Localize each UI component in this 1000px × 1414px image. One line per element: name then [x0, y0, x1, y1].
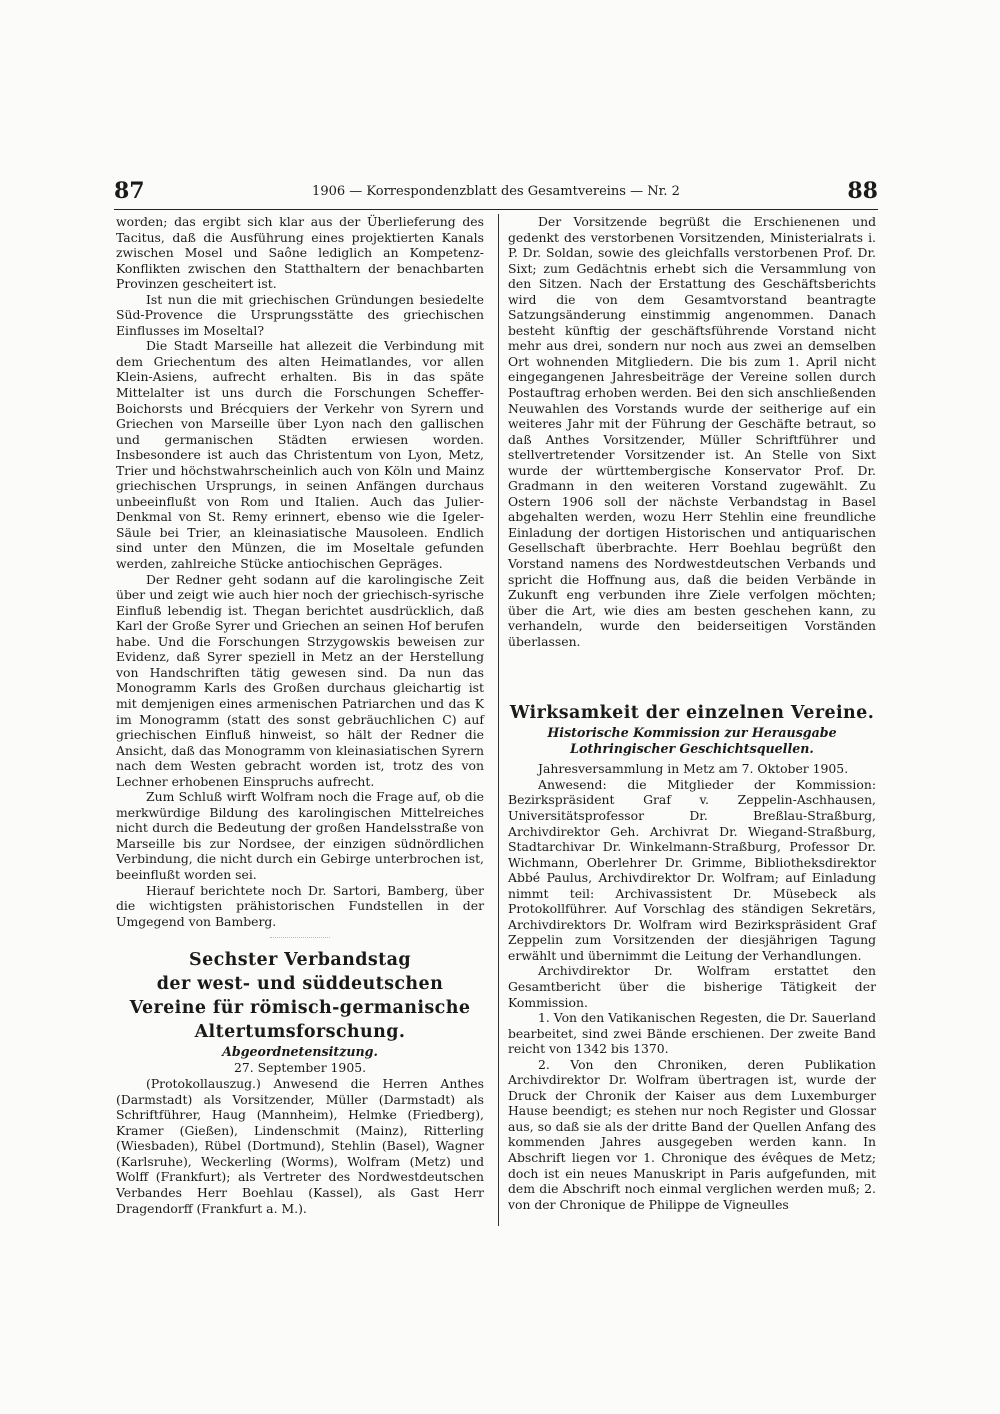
- paragraph: Die Stadt Marseille hat allezeit die Verbindung mit dem Griechentum des alten Heimatlandes, vor allen Klein-Asiens, aufrecht erhalten. Bis in das späte Mittelalter ist uns durch die Forschungen Scheffer-Boichorsts und Brécquiers der Verkehr von Syrern und Griechen von Marseille über Lyon nach den gallischen und germanischen Städten erwiesen worden. Insbesondere ist auch das Christentum von Lyon, Metz, Trier und höchstwahrscheinlich auch von Köln und Mainz griechischen Ursprungs, in seinen Anfängen durchaus unbeeinflußt von Rom und Italien. Auch das Julier-Denkmal von St. Remy erinnert, ebenso wie die Igeler-Säule bei Trier, an kleinasiatische Mausoleen. Endlich sind unter den Münzen, die im Moseltale gefunden werden, zahlreiche Stücke antiochischen Gepräges.: [116, 338, 484, 572]
- left-column: [116, 214, 484, 1216]
- page-number-right: 88: [847, 178, 878, 204]
- paragraph: Hierauf berichtete noch Dr. Sartori, Bamberg, über die wichtigsten prähistorischen Fundstellen in der Umgegend von Bamberg.: [116, 882, 484, 929]
- section-subheading: Historische Kommission zur Herausgabe Lothringischer Geschichtsquellen.: [547, 725, 837, 757]
- paragraph: Der Vorsitzende begrüßt die Erschienenen und gedenkt des verstorbenen Vorsitzenden, Ministerialrats i. P. Dr. Soldan, sowie des gleichfalls verstorbenen Prof. Dr. Sixt; zum Gedächtnis erhebt sich die Versammlung von den Sitzen. Nach der Erstattung des Geschäftsberichts wird die von dem Gesamtvorstand beantragte Satzungsänderung einstimmig angenommen. Danach besteht künftig der geschäftsführende Vorstand nicht mehr aus drei, sondern nur noch aus zwei an demselben Ort wohnenden Mitgliedern. Die bis zum 1. April nicht eingegangenen Jahresbeiträge der Vereine sollen durch Postauftrag erhoben werden. Bei den sich anschließenden Neuwahlen des Vorstands wurde der seitherige auf ein weiteres Jahr mit der Führung der Geschäfte betraut, so daß Anthes Vorsitzender, Müller Schriftführer und stellvertretender Vorsitzender ist. An Stelle von Sixt wurde der württembergische Konservator Prof. Dr. Gradmann in den weiteren Vorstand zugewählt. Zu Ostern 1906 soll der nächste Verbandstag in Basel abgehalten werden, wozu Herr Stehlin eine freundliche Einladung der dortigen Historischen und antiquarischen Gesellschaft überbrachte. Herr Boehlau begrüßt den Vorstand namens des Nordwestdeutschen Verbands und spricht die Hoffnung aus, daß die beiden Verbände in Zukunft eng verbunden ihre Ziele verfolgen möchten; über die Art, wie dies am besten geschehen kann, zu verhandeln, wurde den beiderseitigen Vorständen überlassen.: [508, 214, 876, 649]
- paragraph: Jahresversammlung in Metz am 7. Oktober 1905.: [538, 761, 849, 777]
- paragraph: Der Redner geht sodann auf die karolingische Zeit über und zeigt wie auch hier noch der griechisch-syrische Einfluß lebendig ist. Thegan berichtet ausdrücklich, daß Karl der Große Syrer und Griechen an seinen Hof berufen habe. Und die Forschungen Strzygowskis beweisen zur Evidenz, daß Syrer speziell in Metz an der Herstellung von Handschriften tätig gewesen sind. Da nun das Monogramm Karls des Großen durchaus gleichartig ist mit demjenigen eines armenischen Patriarchen und das K im Monogramm (statt des sonst gebräuchlichen C) auf griechischen Einfluß hinweist, so hält der Redner die Ansicht, daß das Monogramm von kleinasiatischen Syrern nach dem Westen gebracht worden ist, trotz des von Lechner erhobenen Einspruchs aufrecht.: [116, 571, 484, 789]
- paragraph: Ist nun die mit griechischen Gründungen besiedelte Süd-Provence die Ursprungsstätte des griechischen Einflusses im Moseltal?: [116, 291, 484, 338]
- header-rule: [114, 209, 878, 210]
- section-heading-continued: der west- und süddeutschen Vereine für römisch-germanische Altertumsforschung.: [129, 974, 471, 1043]
- paragraph: 1. Von den Vatikanischen Regesten, die Dr. Sauerland bearbeitet, sind zwei Bände erschienen. Der zweite Band reicht von 1342 bis 1370.: [508, 1010, 877, 1057]
- section-spacer: [508, 649, 876, 701]
- paragraph: 2. Von den Chroniken, deren Publikation Archivdirektor Dr. Wolfram übertragen ist, wurde der Druck der Chronik der Kaiser aus dem Luxemburger Hause beendigt; es stehen nur noch Register und Glossar aus, so daß sie als der dritte Band der Quellen Anfang des kommenden Jahres ausgegeben werden kann. In Abschrift liegen vor 1. Chronique des évêques de Metz; doch ist ein neues Manuskript in Paris aufgefunden, mit dem die Abschrift noch einmal verglichen werden muß; 2. von der Chronique de Philippe de Vigneulles: [508, 1056, 876, 1212]
- paragraph: Archivdirektor Dr. Wolfram erstattet den Gesamtbericht über die bisherige Tätigkeit der Kommission.: [508, 963, 876, 1010]
- section-heading: Wirksamkeit der einzelnen Vereine.: [509, 703, 875, 724]
- page-number-left: 87: [114, 178, 145, 204]
- section-separator: [270, 937, 330, 938]
- paragraph: (Protokollauszug.) Anwesend die Herren Anthes (Darmstadt) als Vorsitzender, Müller (Darmstadt) als Schriftführer, Haug (Mannheim), Helmke (Friedberg), Kramer (Gießen), Lindenschmit (Mainz), Ritterling (Wiesbaden), Rübel (Dortmund), Stehlin (Basel), Wagner (Karlsruhe), Weckerling (Worms), Wolfram (Metz) und Wolff (Frankfurt); als Vertreter des Nordwestdeutschen Verbandes Herr Boehlau (Kassel), als Gast Herr Dragendorff (Frankfurt a. M.).: [116, 1076, 484, 1216]
- column-divider: [498, 214, 499, 1226]
- page-header: [114, 178, 878, 208]
- section-subheading: Abgeordnetensitzung.: [222, 1044, 378, 1060]
- paragraph: worden; das ergibt sich klar aus der Überlieferung des Tacitus, daß die Ausführung eines projektierten Kanals zwischen Mosel und Saône lediglich an Kompetenz-Konflikten zwischen den Statthaltern der benachbarten Provinzen gescheitert ist.: [116, 214, 484, 292]
- paragraph: Anwesend: die Mitglieder der Kommission: Bezirkspräsident Graf v. Zeppelin-Aschhausen, Universitätsprofessor Dr. Breßlau-Straßburg, Archivdirektor Geh. Archivrat Dr. Wiegand-Straßburg, Stadtarchivar Dr. Winkelmann-Straßburg, Professor Dr. Wichmann, Oberlehrer Dr. Grimme, Bibliotheksdirektor Abbé Paulus, Archivdirektor Dr. Wolfram; auf Einladung nimmt teil: Archivassistent Dr. Müsebeck als Protokollführer. Auf Vorschlag des ständigen Sekretärs, Archivdirektors Dr. Wolfram wird Bezirkspräsident Graf Zeppelin zum Vorsitzenden der diesjährigen Tagung erwählt und übernimmt die Leitung der Verhandlungen.: [508, 776, 876, 963]
- section-heading: Sechster Verbandstag: [189, 950, 411, 971]
- running-title: 1906 — Korrespondenzblatt des Gesamtvereins — Nr. 2: [312, 184, 680, 199]
- section-date: 27. September 1905.: [233, 1060, 367, 1076]
- paragraph: Zum Schluß wirft Wolfram noch die Frage auf, ob die merkwürdige Bildung des karolingischen Mittelreiches nicht durch die Bedeutung der großen Handelsstraße von Marseille bis zur Nordsee, der einzigen südnördlichen Verbindung, die nicht durch ein Gebirge unterbrochen ist, beeinflußt worden sei.: [116, 789, 484, 882]
- right-column: [508, 214, 876, 1212]
